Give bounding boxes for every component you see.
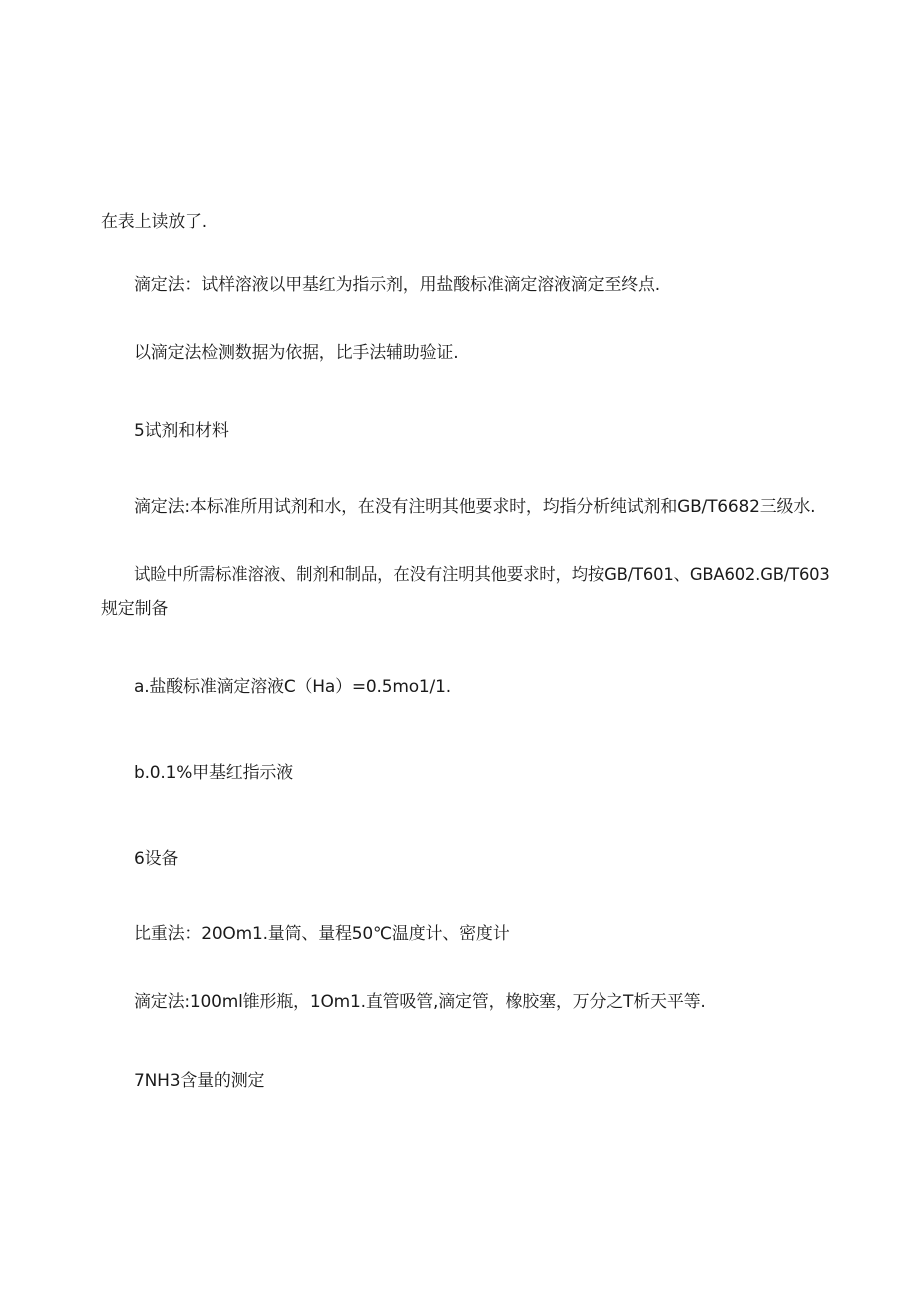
list-item-b: b.0.1%甲基红指示液 (134, 763, 293, 783)
section-heading-6: 6设备 (134, 849, 179, 869)
paragraph-3: 以滴定法检测数据为依据，比手法辅助验证. (134, 343, 459, 363)
paragraph-5-line-2: 规定制备 (101, 599, 169, 619)
section-heading-7: 7NH3含量的测定 (134, 1071, 265, 1091)
paragraph-6: 比重法：20Om1.量筒、量程50℃温度计、密度计 (134, 924, 510, 944)
paragraph-5-line-1: 试睑中所需标准溶液、制剂和制品，在没有注明其他要求时，均按GB/T601、GBA602.GB/T603 (134, 565, 830, 585)
paragraph-4: 滴定法:本标准所用试剂和水，在没有注明其他要求时，均指分析纯试剂和GB/T6682三级水. (134, 497, 816, 517)
paragraph-1: 在表上读放了. (101, 212, 208, 232)
section-heading-5: 5试剂和材料 (134, 421, 229, 441)
list-item-a: a.盐酸标准滴定溶液C（Ha）=0.5mo1/1. (134, 677, 451, 697)
paragraph-2: 滴定法：试样溶液以甲基红为指示剂，用盐酸标准滴定溶液滴定至终点. (134, 275, 661, 295)
paragraph-7: 滴定法:100ml锥形瓶，1Om1.直管吸管,滴定管，橡胶塞，万分之T析天平等. (134, 992, 706, 1012)
